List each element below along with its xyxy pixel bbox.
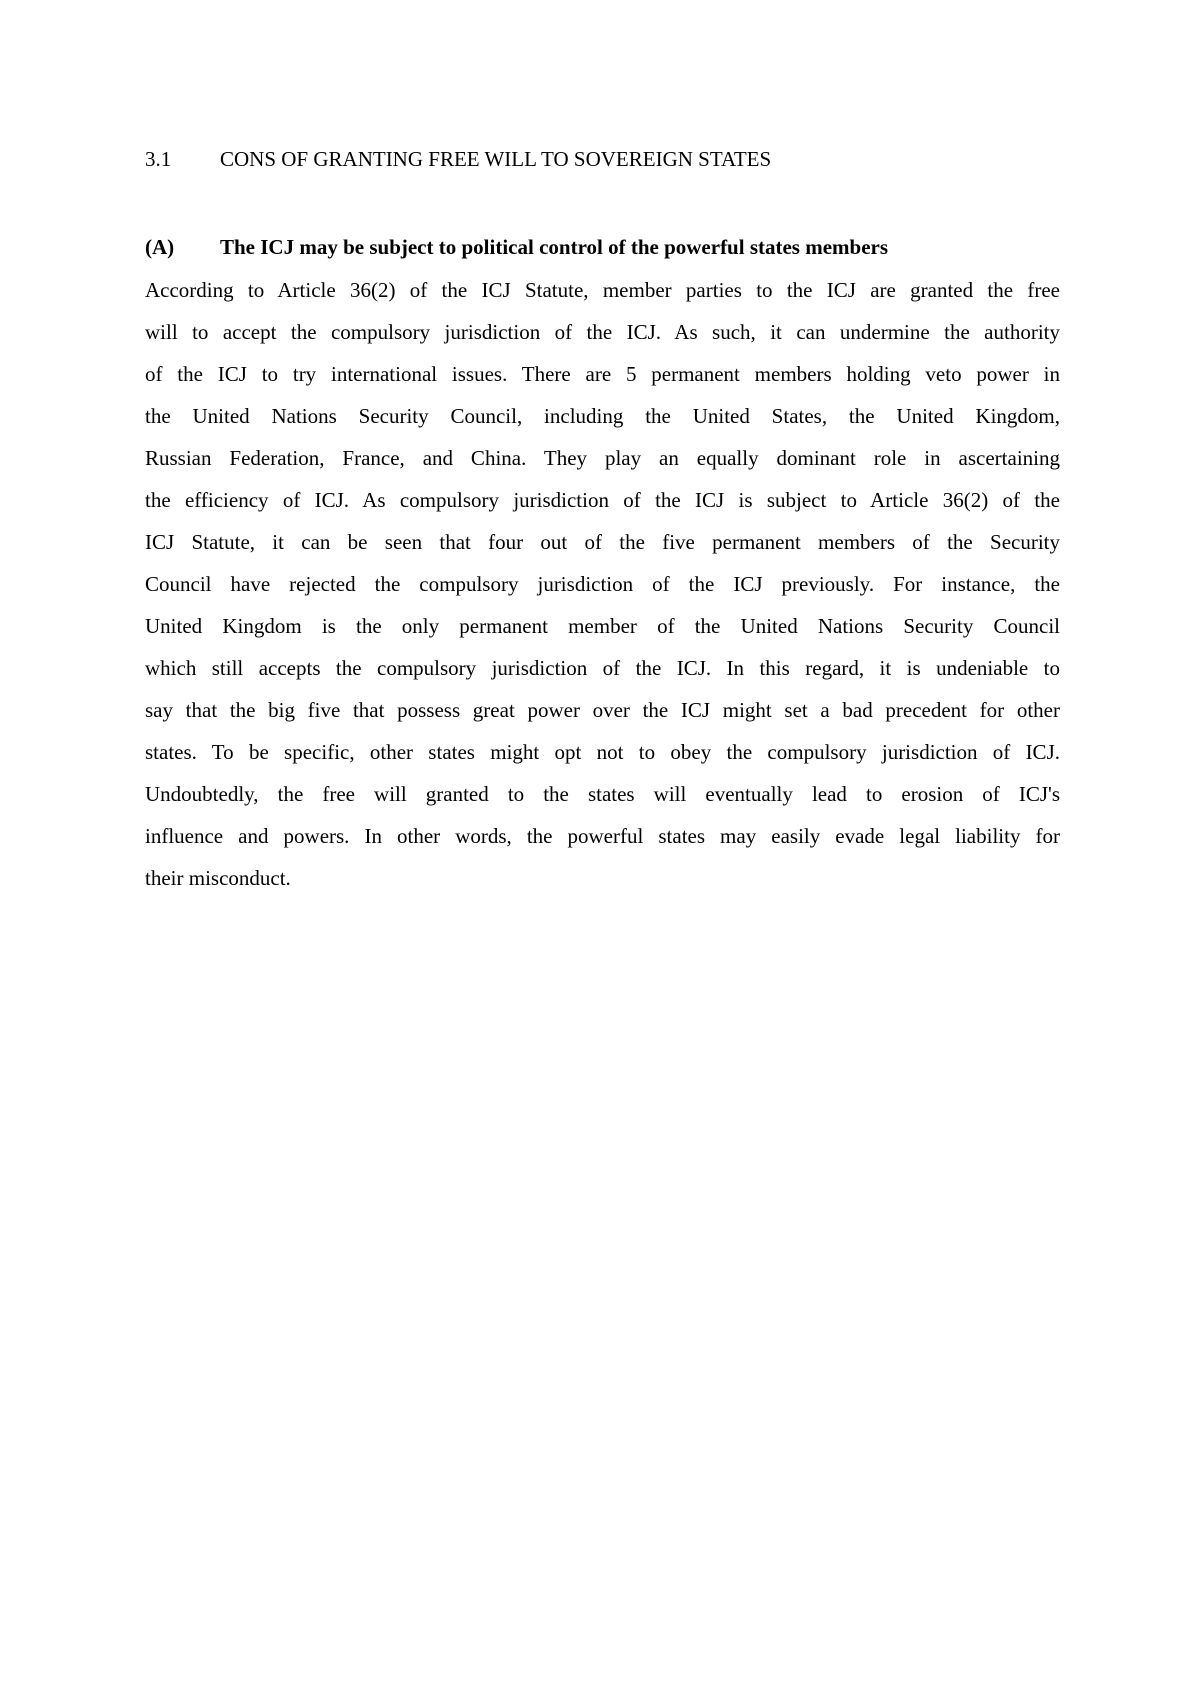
paragraph-line: United Kingdom is the only permanent member of the United Nations Security Council [145,614,1060,638]
paragraph-line: Undoubtedly, the free will granted to the states will eventually lead to erosion of ICJ's [145,782,1060,806]
paragraph-line: Russian Federation, France, and China. They play an equally dominant role in ascertaining [145,446,1060,470]
paragraph-line: will to accept the compulsory jurisdiction of the ICJ. As such, it can undermine the authority [145,320,1060,344]
paragraph-line: the efficiency of ICJ. As compulsory jurisdiction of the ICJ is subject to Article 36(2) of the [145,488,1060,512]
subsection-title: The ICJ may be subject to political control of the powerful states members [220,235,889,259]
paragraph-line: states. To be specific, other states might opt not to obey the compulsory jurisdiction of ICJ. [145,740,1060,764]
subsection-number: (A) [145,235,175,259]
paragraph-line: say that the big five that possess great power over the ICJ might set a bad precedent for other [145,698,1060,722]
subsection-heading [145,232,1065,262]
paragraph-line: of the ICJ to try international issues. There are 5 permanent members holding veto power in [145,362,1060,386]
paragraph-line: Council have rejected the compulsory jurisdiction of the ICJ previously. For instance, the [145,572,1060,596]
paragraph-line: which still accepts the compulsory jurisdiction of the ICJ. In this regard, it is undeniable to [145,656,1060,680]
paragraph-line: the United Nations Security Council, including the United States, the United Kingdom, [145,404,1060,428]
paragraph-line: influence and powers. In other words, the powerful states may easily evade legal liability for [145,824,1060,848]
section-title: CONS OF GRANTING FREE WILL TO SOVEREIGN STATES [220,147,772,171]
section-heading [145,144,1065,174]
body-paragraph [145,269,1060,899]
section-number: 3.1 [145,147,172,171]
paragraph-line: their misconduct. [145,866,291,890]
paragraph-line: ICJ Statute, it can be seen that four out of the five permanent members of the Security [145,530,1060,554]
paragraph-line: According to Article 36(2) of the ICJ Statute, member parties to the ICJ are granted the free [145,278,1060,302]
